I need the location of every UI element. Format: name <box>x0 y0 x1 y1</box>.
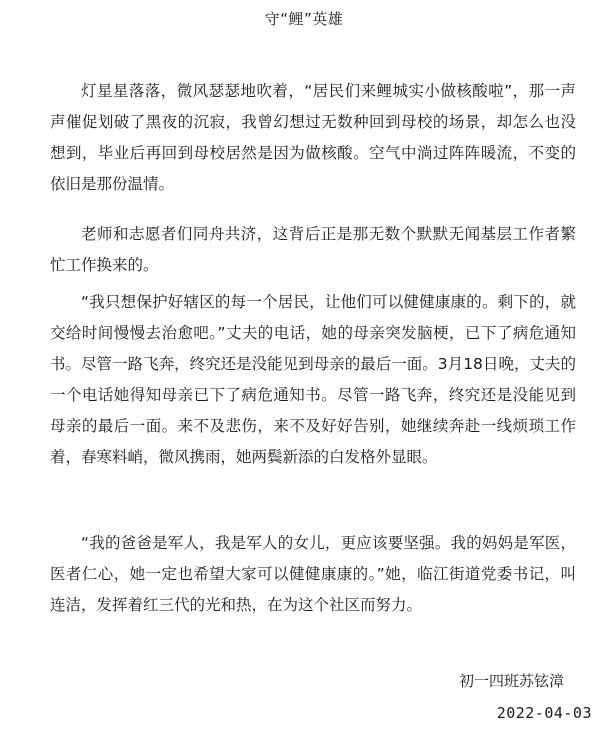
paragraph-3: “我只想保护好辖区的每一个居民，让他们可以健健康康的。剩下的，就交给时间慢慢去治愈吧。”丈夫的电话，她的母亲突发脑梗，已下了病危通知书。尽管一路飞奔，终究还是没能见到母亲的最后一面。3月18日晚，丈夫的一个电话她得知母亲已下了病危通知书。尽管一路飞奔，终究还是没能见到母亲的最后一面。来不及悲伤，来不及好好告别，她继续奔赴一线烦琐工作着，春寒料峭，微风携雨，她两鬓新添的白发格外显眼。 <box>50 293 576 466</box>
essay-date: 2022-04-03 <box>496 704 592 722</box>
author-signature: 初一四班苏铉漳 <box>458 672 564 690</box>
paragraph-4: “我的爸爸是军人，我是军人的女儿，更应该要坚强。我的妈妈是军医，医者仁心，她一定也希望大家可以健健康康的。”她，临江街道党委书记，叫连洁，发挥着红三代的光和热，在为这个社区而努力。 <box>50 534 576 614</box>
essay-title: 守“鲤”英雄 <box>264 10 344 28</box>
paragraph-1: 灯星星落落，微风瑟瑟地吹着，“居民们来鲤城实小做核酸啦”，那一声声催促划破了黑夜的沉寂，我曾幻想过无数种回到母校的场景，却怎么也没想到，毕业后再回到母校居然是因为做核酸。空气中淌过阵阵暖流，不变的依旧是那份温情。 <box>50 82 576 193</box>
paragraph-2: 老师和志愿者们同舟共济，这背后正是那无数个默默无闻基层工作者繁忙工作换来的。 <box>50 225 576 274</box>
